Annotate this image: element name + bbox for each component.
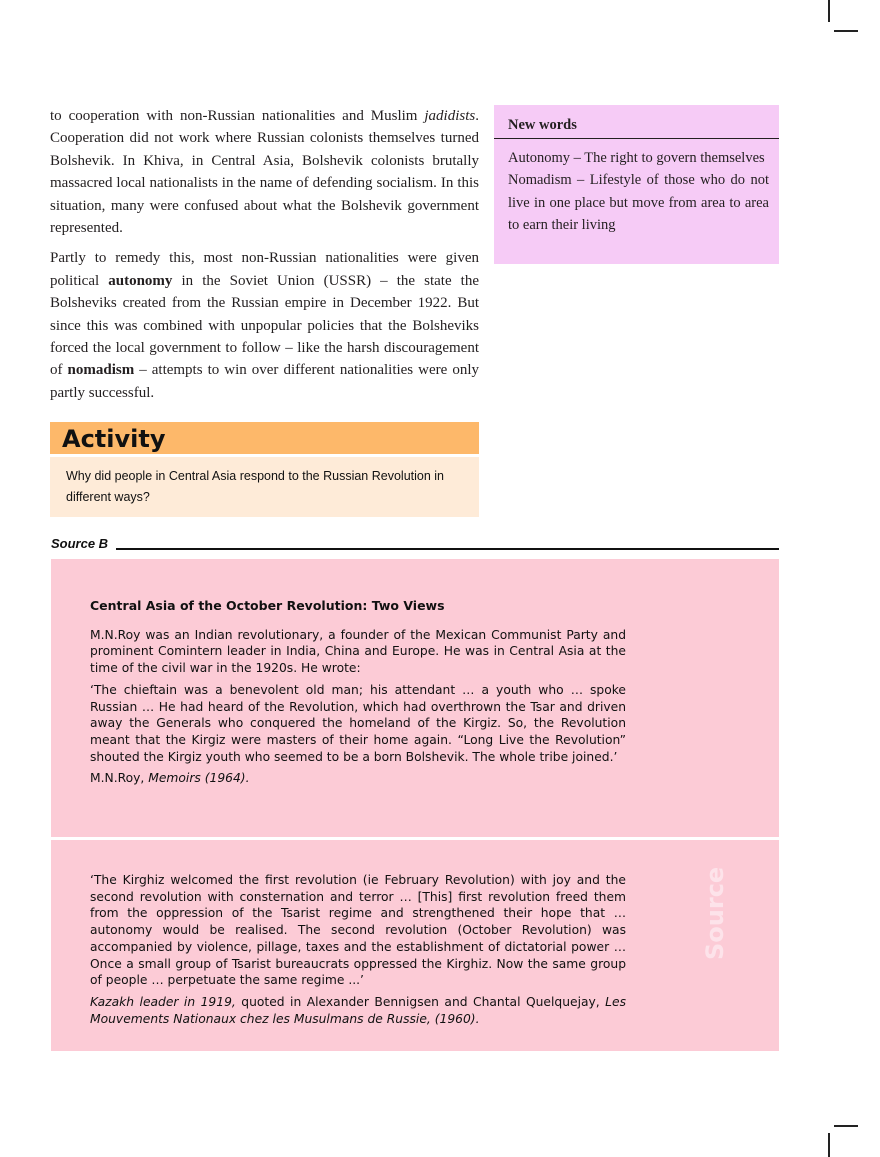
text: M.N.Roy,	[90, 771, 149, 786]
source-panel-1	[51, 559, 779, 837]
source-watermark: Source	[701, 866, 729, 960]
source-rule	[116, 548, 779, 550]
crop-mark	[828, 1133, 830, 1157]
text: Kazakh leader in 1919,	[90, 994, 236, 1009]
source-quote-roy: ‘The chieftain was a benevolent old man; his attendant … a youth who … spoke Russian … He had heard of the Revolution, which had overthrown the Tsar and driven away the Generals who conquered the homeland of the Kirgiz. So, the Revolution meant that the Kirgiz were masters of their home again. “Long Live the Revolution” shouted the Kirgiz youth who seemed to be a born Bolshevik. The whole tribe joined.’	[90, 682, 626, 764]
term-jadidists: jadidists	[424, 108, 476, 124]
source-citation-roy	[90, 770, 626, 787]
activity-body	[50, 457, 479, 517]
definition-autonomy: Autonomy – The right to govern themselves	[508, 150, 765, 166]
crop-mark	[828, 0, 830, 22]
paragraph	[50, 105, 479, 239]
text: – attempts to win over different nationalities were only partly successful.	[50, 362, 479, 401]
text: in the Soviet Union (USSR) – the state the Bolsheviks created from the Russian empire in December 1922. But since this was combined with unpopular policies that the Bolsheviks forced the local government to follow – like the harsh discouragement of	[50, 272, 480, 379]
text: to cooperation with non-Russian nationalities and Muslim	[50, 108, 425, 124]
activity-title: Activity	[62, 425, 166, 453]
activity-question: Why did people in Central Asia respond to the Russian Revolution in different ways?	[66, 469, 444, 504]
definition-nomadism: Nomadism – Lifestyle of those who do not live in one place but move from area to area to earn their living	[508, 172, 769, 234]
source-title: Central Asia of the October Revolution: Two Views	[90, 598, 445, 613]
term-nomadism: nomadism	[67, 362, 135, 379]
crop-mark	[834, 1125, 858, 1127]
new-words-title: New words	[494, 105, 779, 139]
term-autonomy: autonomy	[108, 272, 173, 289]
source-panel-2	[51, 840, 779, 1051]
source-label: Source B	[51, 536, 109, 551]
text: Les Mouvements Nationaux chez les Musulmans de Russie, (1960).	[90, 994, 626, 1026]
new-words-box	[494, 105, 779, 264]
activity-header	[50, 422, 479, 454]
paragraph	[50, 247, 479, 404]
source-quote-kazakh: ‘The Kirghiz welcomed the first revolution (ie February Revolution) with joy and the second revolution with consternation and terror … [This] first revolution freed them from the oppression of the Tsarist regime and strengthened their hope that … autonomy would be realised. The second revolution (October Revolution) was accompanied by violence, pillage, taxes and the establishment of dictatorial power … Once a small group of Tsarist bureaucrats oppressed the Kirghiz. Now the same group of people … perpetuate the same regime ...’	[90, 873, 626, 988]
source-intro: M.N.Roy was an Indian revolutionary, a founder of the Mexican Communist Party and prominent Comintern leader in India, China and Europe. He was in Central Asia at the time of the civil war in the 1920s. He wrote:	[90, 627, 626, 676]
text: Partly to remedy this, most non-Russian nationalities were given political	[50, 250, 479, 289]
text: . Cooperation did not work where Russian colonists themselves turned Bolshevik. In Khiva, in Central Asia, Bolshevik colonists brutally massacred local nationalists in the name of defending socialism. In this situation, many were confused about what the Bolshevik government represented.	[50, 108, 479, 237]
main-text-column	[50, 105, 479, 412]
text: quoted in Alexander Bennigsen and Chantal Quelquejay,	[235, 994, 606, 1009]
source-citation-kazakh	[90, 994, 626, 1027]
text: Memoirs (1964).	[148, 771, 250, 786]
crop-mark	[834, 30, 858, 32]
